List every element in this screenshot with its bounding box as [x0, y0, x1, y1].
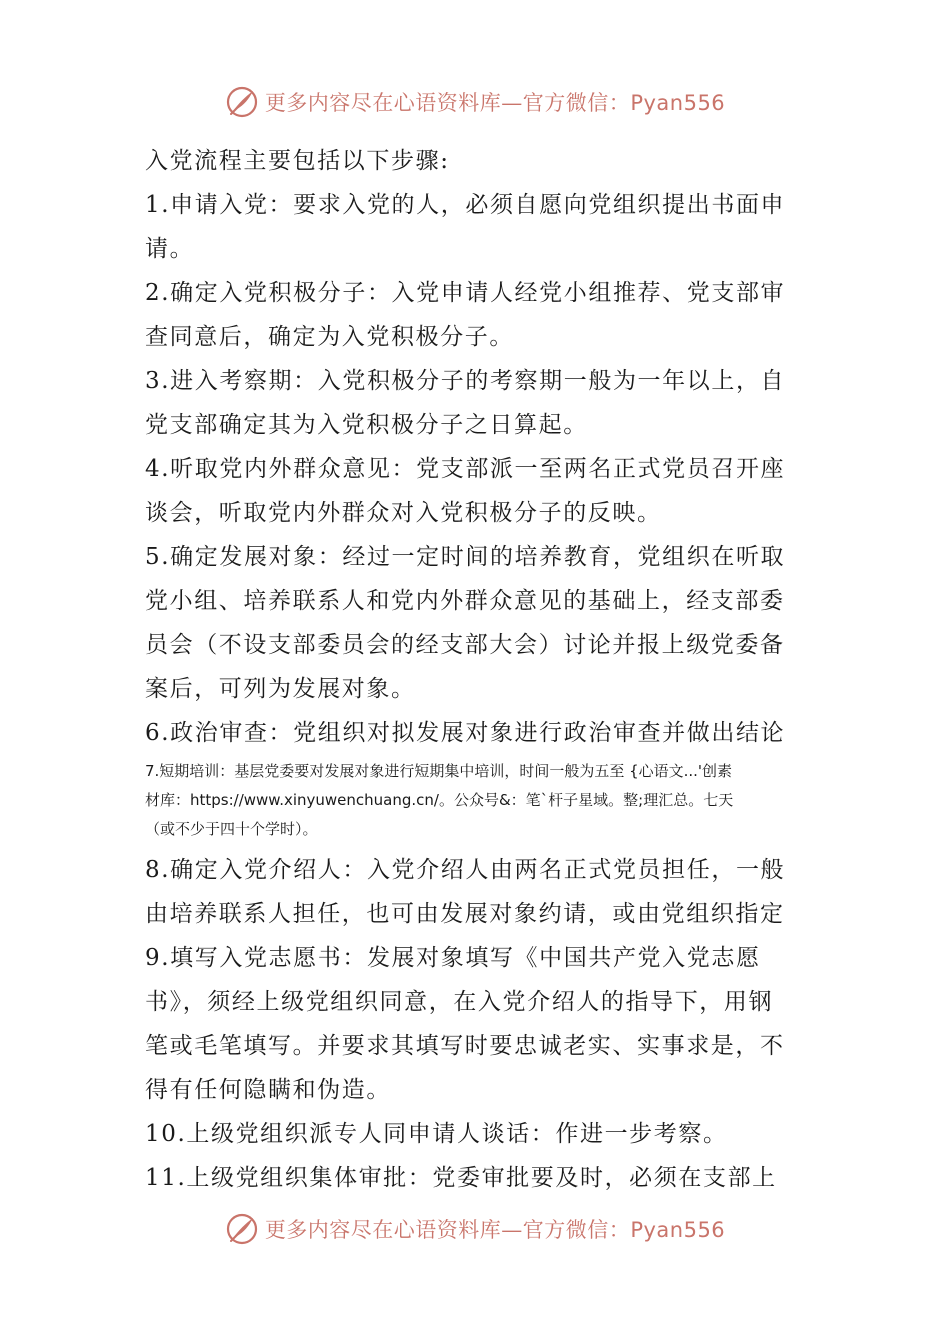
- text-line: 笔或毛笔填写。并要求其填写时要忠诚老实、实事求是，不: [145, 1033, 785, 1059]
- text-line: 书》，须经上级党组织同意，在入党介绍人的指导下，用钢: [145, 989, 774, 1015]
- inserted-small-line: （或不少于四十个学时）。: [145, 820, 318, 838]
- header-watermark: [0, 82, 950, 122]
- feather-pen-logo-icon: [225, 85, 259, 119]
- inserted-small-line: 7.短期培训：基层党委要对发展对象进行短期集中培训，时间一般为五至 {心语文...'创素: [145, 762, 733, 780]
- text-line: 党小组、培养联系人和党内外群众意见的基础上，经支部委: [145, 588, 785, 614]
- intro-line: 入党流程主要包括以下步骤:: [145, 148, 450, 174]
- text-line: 请。: [145, 236, 195, 262]
- text-line: 6.政治审查：党组织对拟发展对象进行政治审查并做出结论: [145, 720, 786, 746]
- text-line: 10.上级党组织派专人同申请人谈话：作进一步考察。: [145, 1121, 728, 1147]
- text-line: 案后，可列为发展对象。: [145, 676, 416, 702]
- feather-pen-logo-icon: [225, 1212, 259, 1246]
- text-line: 8.确定入党介绍人：入党介绍人由两名正式党员担任，一般: [145, 857, 786, 883]
- text-line: 2.确定入党积极分子：入党申请人经党小组推荐、党支部审: [145, 280, 786, 306]
- text-line: 5.确定发展对象：经过一定时间的培养教育，党组织在听取: [145, 544, 786, 570]
- text-line: 11.上级党组织集体审批：党委审批要及时，必须在支部上: [145, 1165, 777, 1191]
- text-line: 党支部确定其为入党积极分子之日算起。: [145, 412, 588, 438]
- text-line: 员会（不设支部委员会的经支部大会）讨论并报上级党委备: [145, 632, 785, 658]
- text-line: 得有任何隐瞒和伪造。: [145, 1077, 391, 1103]
- text-line: 1.申请入党：要求入党的人，必须自愿向党组织提出书面申: [145, 192, 786, 218]
- text-line: 3.进入考察期：入党积极分子的考察期一般为一年以上，自: [145, 368, 786, 394]
- document-body: [145, 139, 813, 1200]
- text-line: 4.听取党内外群众意见：党支部派一至两名正式党员召开座: [145, 456, 786, 482]
- text-line: 由培养联系人担任，也可由发展对象约请，或由党组织指定: [145, 901, 785, 927]
- watermark-text: 更多内容尽在心语资料库—官方微信：Pyan556: [264, 1218, 726, 1242]
- text-line: 谈会，听取党内外群众对入党积极分子的反映。: [145, 500, 662, 526]
- inserted-small-line: 材库：https://www.xinyuwenchuang.cn/。公众号&：笔`杆子星域。整;理汇总。七天: [145, 791, 734, 809]
- text-line: 查同意后，确定为入党积极分子。: [145, 324, 514, 350]
- watermark-text: 更多内容尽在心语资料库—官方微信：Pyan556: [264, 91, 726, 115]
- text-line: 9.填写入党志愿书：发展对象填写《中国共产党入党志愿: [145, 945, 761, 971]
- footer-watermark: [0, 1209, 950, 1249]
